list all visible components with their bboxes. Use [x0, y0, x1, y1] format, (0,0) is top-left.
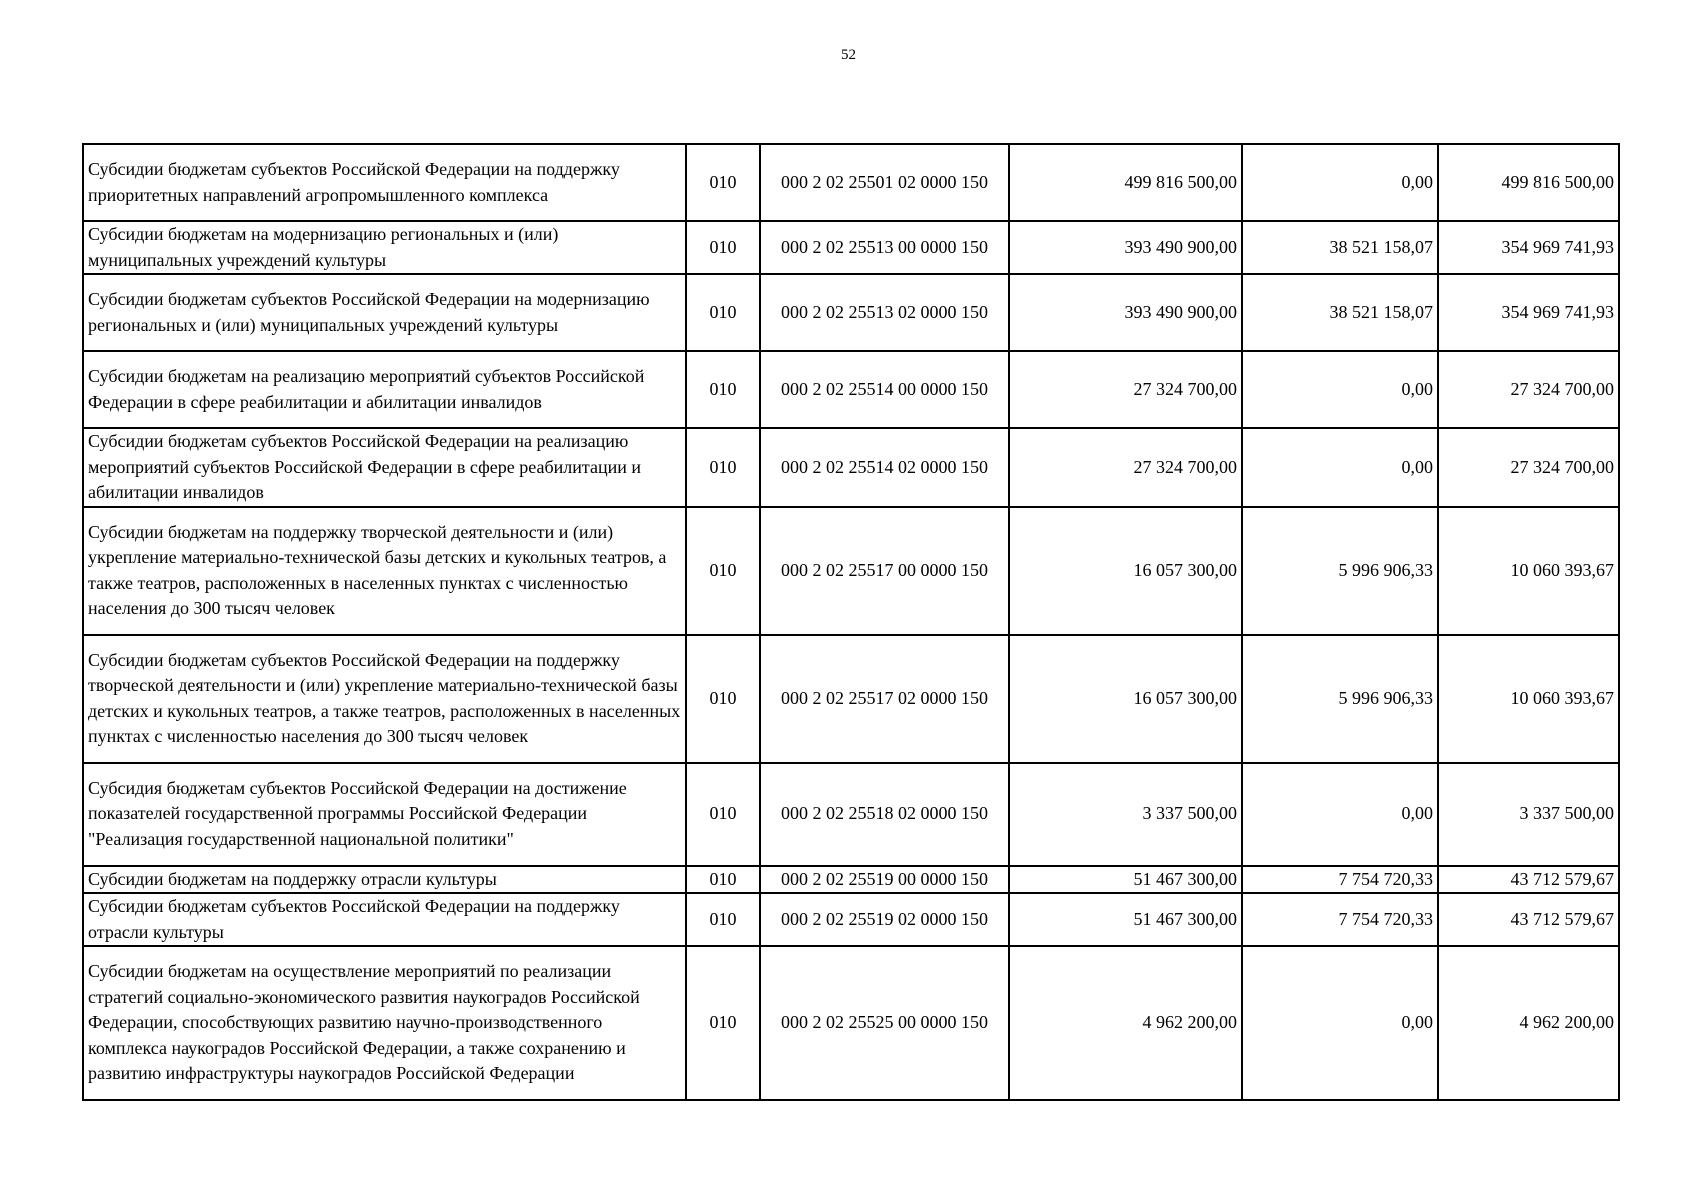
table-row — [83, 507, 1619, 635]
table-row — [83, 866, 1619, 894]
cell-remaining: 27 324 700,00 — [1438, 428, 1619, 507]
table-row — [83, 428, 1619, 507]
cell-admin-code: 010 — [686, 428, 760, 507]
cell-budget-code: 000 2 02 25501 02 0000 150 — [760, 144, 1009, 221]
cell-executed: 7 754 720,33 — [1242, 893, 1438, 946]
cell-assigned: 51 467 300,00 — [1009, 893, 1242, 946]
cell-executed: 0,00 — [1242, 763, 1438, 866]
table-row — [83, 274, 1619, 351]
cell-budget-code: 000 2 02 25513 02 0000 150 — [760, 274, 1009, 351]
cell-remaining: 4 962 200,00 — [1438, 946, 1619, 1100]
table-row — [83, 351, 1619, 428]
cell-budget-code: 000 2 02 25518 02 0000 150 — [760, 763, 1009, 866]
cell-name: Субсидии бюджетам на поддержку творческой деятельности и (или) укрепление материально-технической базы детских и кукольных театров, а также театров, расположенных в населенных пунктах с численностью населения до 300 тысяч человек — [83, 507, 686, 635]
cell-admin-code: 010 — [686, 866, 760, 894]
cell-assigned: 27 324 700,00 — [1009, 428, 1242, 507]
cell-executed: 0,00 — [1242, 351, 1438, 428]
table-row — [83, 763, 1619, 866]
cell-remaining: 10 060 393,67 — [1438, 635, 1619, 763]
cell-assigned: 27 324 700,00 — [1009, 351, 1242, 428]
cell-executed: 7 754 720,33 — [1242, 866, 1438, 894]
cell-admin-code: 010 — [686, 507, 760, 635]
cell-remaining: 10 060 393,67 — [1438, 507, 1619, 635]
cell-name: Субсидии бюджетам на реализацию мероприятий субъектов Российской Федерации в сфере реабилитации и абилитации инвалидов — [83, 351, 686, 428]
cell-name: Субсидии бюджетам субъектов Российской Федерации на модернизацию региональных и (или) муниципальных учреждений культуры — [83, 274, 686, 351]
cell-admin-code: 010 — [686, 763, 760, 866]
cell-remaining: 3 337 500,00 — [1438, 763, 1619, 866]
cell-assigned: 4 962 200,00 — [1009, 946, 1242, 1100]
cell-admin-code: 010 — [686, 351, 760, 428]
cell-name: Субсидии бюджетам на осуществление мероприятий по реализации стратегий социально-экономического развития наукоградов Российской Федерации, способствующих развитию научно-производственного комплекса наукоградов Российской Федерации, а также сохранению и развитию инфраструктуры наукоградов Российской Федерации — [83, 946, 686, 1100]
cell-budget-code: 000 2 02 25514 00 0000 150 — [760, 351, 1009, 428]
cell-admin-code: 010 — [686, 274, 760, 351]
cell-admin-code: 010 — [686, 946, 760, 1100]
table-row — [83, 946, 1619, 1100]
cell-admin-code: 010 — [686, 893, 760, 946]
page-number: 52 — [841, 47, 856, 63]
cell-remaining: 27 324 700,00 — [1438, 351, 1619, 428]
table-row — [83, 144, 1619, 221]
cell-executed: 5 996 906,33 — [1242, 635, 1438, 763]
cell-name: Субсидия бюджетам субъектов Российской Федерации на достижение показателей государственной программы Российской Федерации "Реализация государственной национальной политики" — [83, 763, 686, 866]
cell-name: Субсидии бюджетам субъектов Российской Федерации на поддержку приоритетных направлений агропромышленного комплекса — [83, 144, 686, 221]
cell-name: Субсидии бюджетам субъектов Российской Федерации на поддержку творческой деятельности и (или) укрепление материально-технической базы детских и кукольных театров, а также театров, расположенных в населенных пунктах с численностью населения до 300 тысяч человек — [83, 635, 686, 763]
cell-executed: 38 521 158,07 — [1242, 274, 1438, 351]
cell-assigned: 393 490 900,00 — [1009, 221, 1242, 274]
cell-admin-code: 010 — [686, 221, 760, 274]
cell-assigned: 16 057 300,00 — [1009, 507, 1242, 635]
cell-executed: 0,00 — [1242, 946, 1438, 1100]
cell-name: Субсидии бюджетам субъектов Российской Федерации на поддержку отрасли культуры — [83, 893, 686, 946]
cell-executed: 0,00 — [1242, 144, 1438, 221]
cell-budget-code: 000 2 02 25517 00 0000 150 — [760, 507, 1009, 635]
cell-assigned: 3 337 500,00 — [1009, 763, 1242, 866]
cell-assigned: 16 057 300,00 — [1009, 635, 1242, 763]
cell-executed: 38 521 158,07 — [1242, 221, 1438, 274]
cell-budget-code: 000 2 02 25519 02 0000 150 — [760, 893, 1009, 946]
cell-admin-code: 010 — [686, 144, 760, 221]
cell-assigned: 393 490 900,00 — [1009, 274, 1242, 351]
cell-name: Субсидии бюджетам субъектов Российской Федерации на реализацию мероприятий субъектов Российской Федерации в сфере реабилитации и абилитации инвалидов — [83, 428, 686, 507]
cell-name: Субсидии бюджетам на модернизацию региональных и (или) муниципальных учреждений культуры — [83, 221, 686, 274]
table-row — [83, 893, 1619, 946]
cell-remaining: 354 969 741,93 — [1438, 221, 1619, 274]
budget-table — [82, 143, 1620, 1101]
cell-budget-code: 000 2 02 25513 00 0000 150 — [760, 221, 1009, 274]
cell-budget-code: 000 2 02 25525 00 0000 150 — [760, 946, 1009, 1100]
cell-remaining: 43 712 579,67 — [1438, 866, 1619, 894]
cell-executed: 0,00 — [1242, 428, 1438, 507]
cell-budget-code: 000 2 02 25517 02 0000 150 — [760, 635, 1009, 763]
cell-assigned: 499 816 500,00 — [1009, 144, 1242, 221]
cell-name: Субсидии бюджетам на поддержку отрасли культуры — [83, 866, 686, 894]
cell-remaining: 499 816 500,00 — [1438, 144, 1619, 221]
cell-remaining: 354 969 741,93 — [1438, 274, 1619, 351]
table-row — [83, 635, 1619, 763]
cell-remaining: 43 712 579,67 — [1438, 893, 1619, 946]
table-row — [83, 221, 1619, 274]
cell-budget-code: 000 2 02 25519 00 0000 150 — [760, 866, 1009, 894]
cell-budget-code: 000 2 02 25514 02 0000 150 — [760, 428, 1009, 507]
cell-executed: 5 996 906,33 — [1242, 507, 1438, 635]
cell-admin-code: 010 — [686, 635, 760, 763]
cell-assigned: 51 467 300,00 — [1009, 866, 1242, 894]
